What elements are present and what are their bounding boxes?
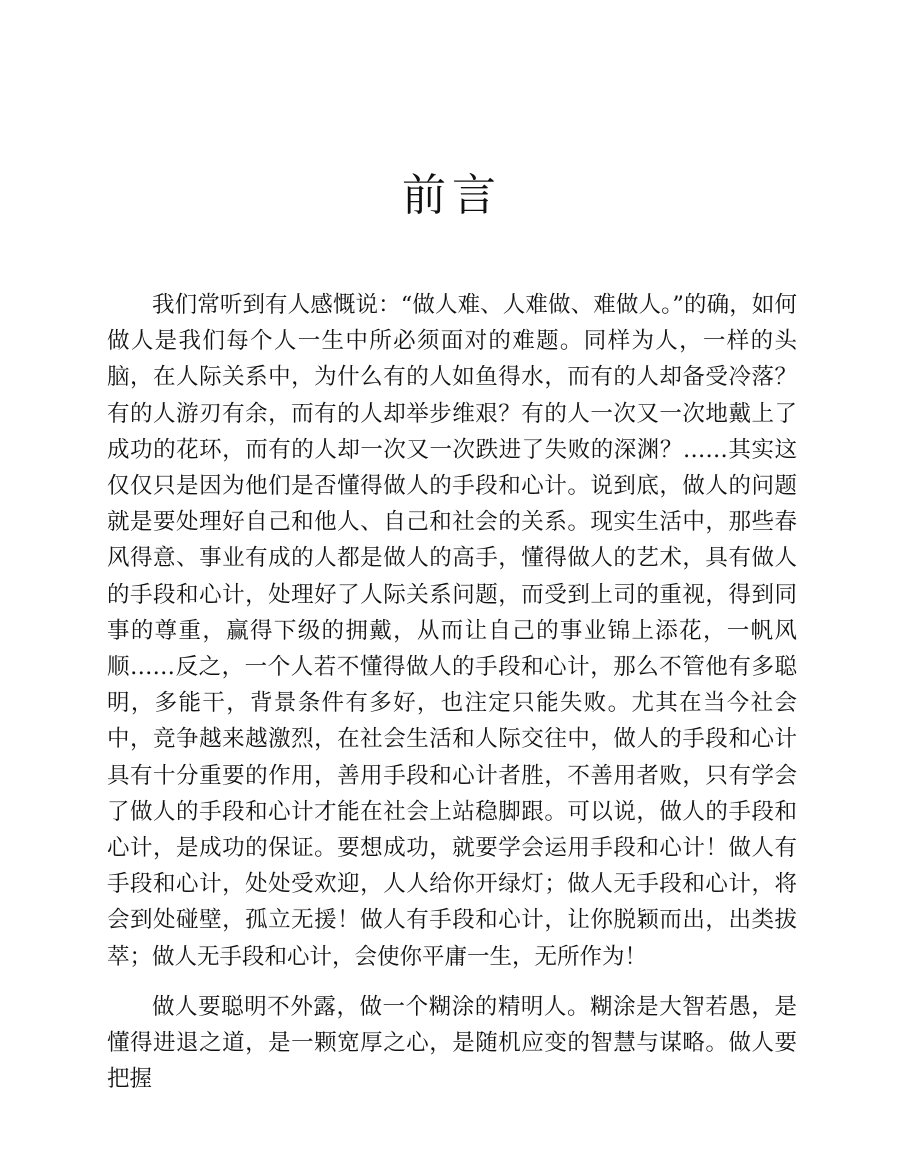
paragraph-1: 我们常听到有人感慨说：“做人难、人难做、难做人。”的确，如何做人是我们每个人一生中所必须面对的难题。同样为人，一样的头脑，在人际关系中，为什么有的人如鱼得水，而有的人却备受冷落？有的人游刃有余，而有的人却举步维艰？有的人一次又一次地戴上了成功的花环，而有的人却一次又一次跌进了失败的深渊？……其实这仅仅只是因为他们是否懂得做人的手段和心计。说到底，做人的问题就是要处理好自己和他人、自己和社会的关系。现实生活中，那些春风得意、事业有成的人都是做人的高手，懂得做人的艺术，具有做人的手段和心计，处理好了人际关系问题，而受到上司的重视，得到同事的尊重，赢得下级的拥戴，从而让自己的事业锦上添花，一帆风顺……反之，一个人若不懂得做人的手段和心计，那么不管他有多聪明，多能干，背景条件有多好，也注定只能失败。尤其在当今社会中，竞争越来越激烈，在社会生活和人际交往中，做人的手段和心计具有十分重要的作用，善用手段和心计者胜，不善用者败，只有学会了做人的手段和心计才能在社会上站稳脚跟。可以说，做人的手段和心计，是成功的保证。要想成功，就要学会运用手段和心计！做人有手段和心计，处处受欢迎，人人给你开绿灯；做人无手段和心计，将会到处碰壁，孤立无援！做人有手段和心计，让你脱颖而出，出类拔萃；做人无手段和心计，会使你平庸一生，无所作为！: [107, 292, 797, 970]
body-text: [107, 287, 797, 1111]
page-title: 前言: [402, 170, 502, 221]
paragraph-2: 做人要聪明不外露，做一个糊涂的精明人。糊涂是大智若愚，是懂得进退之道，是一颗宽厚之心，是随机应变的智慧与谋略。做人要把握: [107, 993, 797, 1093]
